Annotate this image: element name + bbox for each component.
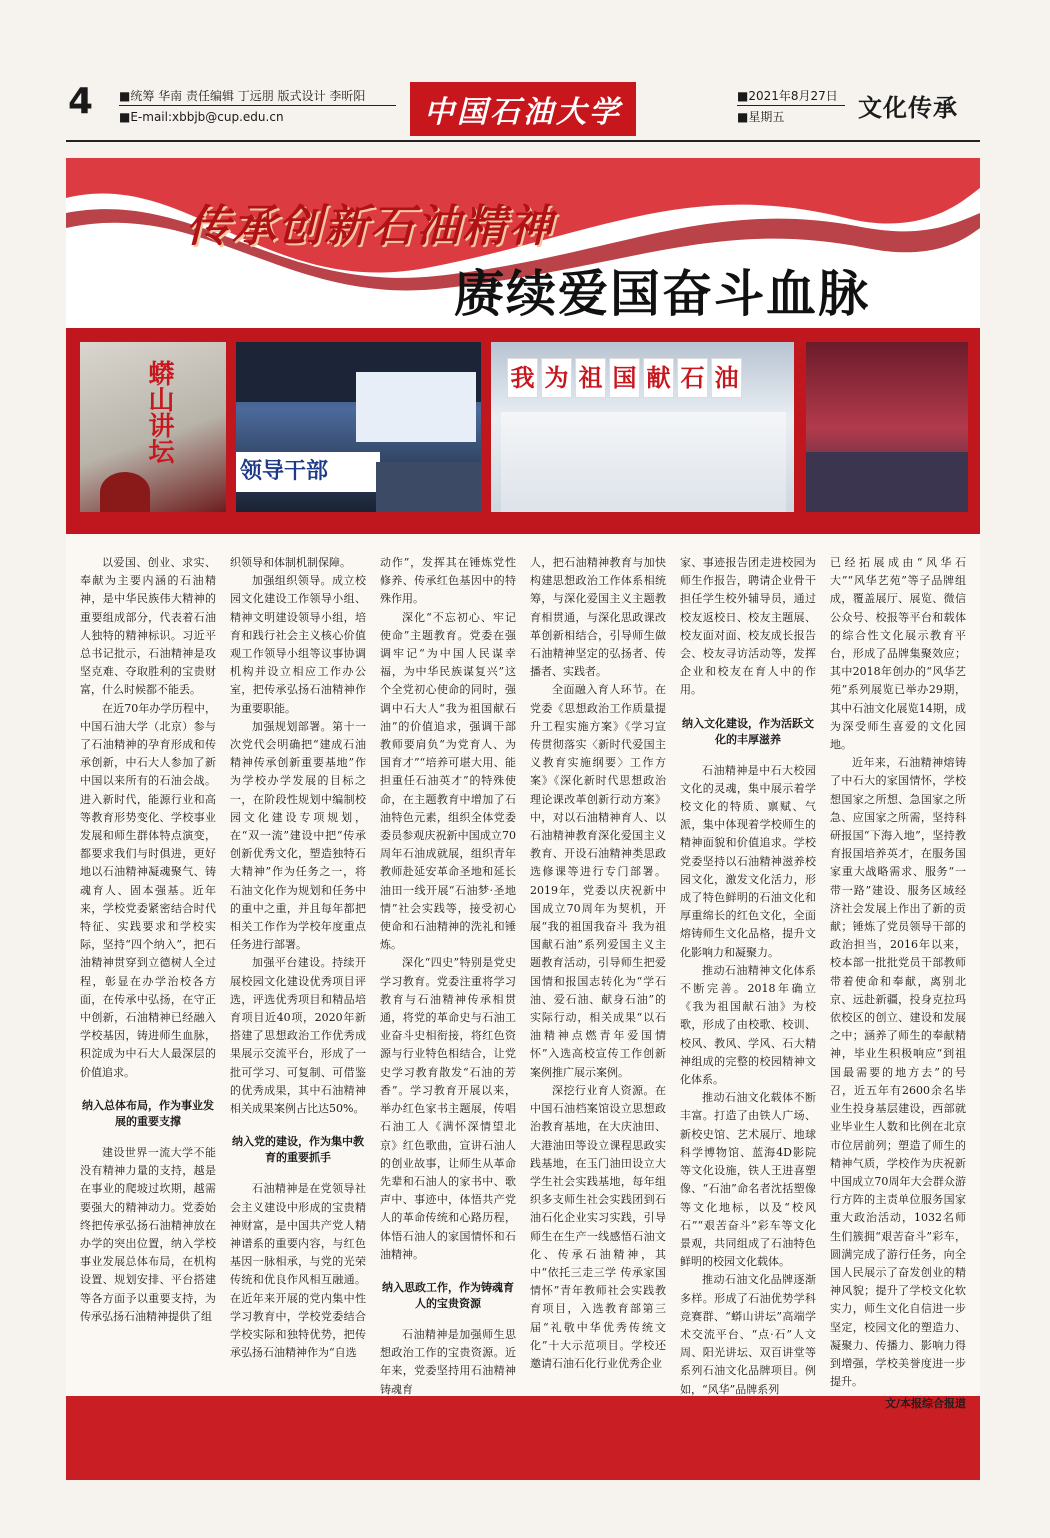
header-divider-right	[737, 105, 845, 106]
projection-screen	[356, 372, 476, 442]
headline-line1: 传承创新石油精神	[186, 201, 554, 252]
article-byline: 文/本报综合报道	[884, 1397, 966, 1411]
photo-performance	[806, 342, 968, 512]
subheading: 纳入文化建设，作为活跃文化的丰厚滋养	[682, 716, 814, 746]
subheading: 纳入思政工作，作为铸魂育人的宝贵资源	[382, 1280, 514, 1310]
header-rule	[66, 140, 980, 142]
feature-frame	[66, 158, 980, 1480]
paragraph: 家、事迹报告团走进校园为师生作报告，聘请企业骨干担任学生校外辅导员，通过校友返校日、校友主题展、校友面对面、校友成长报告会、校友寻访活动等，发挥企业和校友在育人中的作用。	[680, 556, 816, 697]
masthead	[0, 0, 1050, 150]
editor-credits: ■统筹 华南 责任编辑 丁远朋 版式设计 李昕阳	[119, 89, 366, 103]
paragraph: 已经拓展成由“风华石大”“风华艺苑”等子品牌组成，覆盖展厅、展览、微信公众号、校报等平台和载体的综合性文化展示教育平台，形成了品牌集聚效应；其中2018年创办的“风华艺苑”系列展览已举办29期，其中石油文化展览14期，成为深受师生喜爱的文化园地。	[830, 556, 966, 752]
issue-date: ■2021年8月27日	[737, 89, 838, 103]
paragraph: 在近70年办学历程中，中国石油大学（北京）参与了石油精神的孕育形成和传承创新，中石大人参加了新中国以来所有的石油会战。进入新时代，能源行业和高等教育形势变化、学校事业发展和师生群体特点演变，都要求我们与时俱进，更好地以石油精神凝魂聚气、铸魂育人、固本强基。近年来，学校党委紧密结合时代特征、实践要求和学校实际，坚持“四个纳入”，把石油精神贯穿到立德树人全过程，彰显在办学治校各方面，在传承中弘扬，在守正中创新，石油精神已经融入学校基因，铸进师生血脉，积淀成为中石大人最深层的价值追求。	[80, 701, 216, 1079]
article-column-6	[830, 554, 966, 1414]
editor-email: ■E-mail:xbbjb@cup.edu.cn	[119, 110, 284, 124]
newspaper-logo: 中国石油大学	[410, 82, 636, 136]
slogan-char: 献	[643, 358, 674, 398]
paragraph: 加强规划部署。第十一次党代会明确把“建成石油精神传承创新重要基地”作为学校办学发展的目标之一，在阶段性规划中编制校园文化建设专项规划，在“双一流”建设中把“传承创新优秀文化，塑造独特石大精神”作为任务之一，将石油文化作为规划和任务中的重中之重，并且每年都把相关工作作为学校年度重点任务进行部署。	[230, 719, 366, 952]
red-sculpture-shape	[100, 472, 150, 512]
photo-auditorium	[236, 342, 481, 512]
page-number: 4	[68, 81, 94, 122]
paragraph: 深化“不忘初心、牢记使命”主题教育。党委在强调牢记“为中国人民谋幸福，为中华民族谋复兴”这个全党初心使命的同时，强调中石大人“我为祖国献石油”的价值追求，强调干部教师要肩负“为党育人、为国育才”“培养可堪大用、能担重任石油英才”的特殊使命，在主题教育中增加了石油特色元素，组织全体党委委员参观庆祝新中国成立70周年石油成就展，组织青年教师赴延安革命圣地和延长油田一线开展“石油梦·圣地情”社会实践等，接受初心使命和石油精神的洗礼和锤炼。	[380, 610, 516, 952]
paragraph: 石油精神是加强师生思想政治工作的宝贵资源。近年来，党委坚持用石油精神铸魂育	[380, 1327, 516, 1396]
article-column-4	[530, 554, 666, 1373]
headline-line2: 赓续爱国奋斗血脉	[454, 264, 870, 323]
subheading: 纳入总体布局，作为事业发展的重要支撑	[82, 1098, 214, 1128]
slogan-char: 国	[609, 358, 640, 398]
section-name: 文化传承	[858, 94, 958, 122]
paragraph: 加强组织领导。成立校园文化建设工作领导小组、精神文明建设领导小组，培育和践行社会主义核心价值观工作领导小组等议事协调机构并设立相应工作办公室，把传承弘扬石油精神作为重要职能。	[230, 574, 366, 715]
slogan-char: 祖	[575, 358, 606, 398]
paragraph: 全面融入育人环节。在党委《思想政治工作质量提升工程实施方案》《学习宣传贯彻落实〈新时代爱国主义教育实施纲要〉工作方案》《深化新时代思想政治理论课改革创新行动方案》中，对以石油精神育人、以石油精神教育深化爱国主义教育、开设石油精神类思政选修课等进行专门部署。2019年，党委以庆祝新中国成立70周年为契机，开展“我的祖国我奋斗 我为祖国献石油”系列爱国主义主题教育活动，引导师生把爱国情和报国志转化为“学石油、爱石油、献身石油”的实际行动，相关成果“以石油精神点燃青年爱国情怀”入选高校宣传工作创新案例推广展示案例。	[530, 683, 666, 1079]
paragraph: 动作”，发挥其在锤炼党性修养、传承红色基因中的特殊作用。	[380, 556, 516, 606]
paragraph: 建设世界一流大学不能没有精神力量的支持，越是在事业的爬坡过坎期，越需要强大的精神动力。党委始终把传承弘扬石油精神放在办学的突出位置，纳入学校事业发展总体布局，在机构设置、规划安排、平台搭建等各方面予以重要支持，为传承弘扬石油精神提供了组	[80, 1145, 216, 1323]
slogan-char: 我	[507, 358, 538, 398]
paragraph: 石油精神是中石大校园文化的灵魂，集中展示着学校文化的特质、禀赋、气派，集中体现着学校师生的精神面貌和价值追求。学校党委坚持以石油精神滋养校园文化，激发文化活力，形成了特色鲜明的石油文化和厚重绵长的红色文化，全面熔铸师生文化品格，提升文化影响力和凝聚力。	[680, 763, 816, 959]
paragraph: 推动石油文化品牌逐渐多样。形成了石油优势学科竞赛群、“蟒山讲坛”高端学术交流平台、“点·石”人文周、阳光讲坛、双百讲堂等系列石油文化品牌项目。例如，“风华”品牌系列	[680, 1273, 816, 1396]
title-banner	[66, 158, 980, 328]
article-columns	[80, 554, 966, 1411]
paragraph: 人，把石油精神教育与加快构建思想政治工作体系相统筹，与深化爱国主义主题教育相贯通，与深化思政课改革创新相结合，引导师生做石油精神坚定的弘扬者、传播者、实践者。	[530, 556, 666, 679]
article-column-1	[80, 554, 216, 1326]
paragraph: 深化“四史”特别是党史学习教育。党委注重将学习教育与石油精神传承相贯通，将党的革命史与石油工业奋斗史相衔接，将红色资源与行业特色相结合，让党史学习教育散发“石油的芳香”。学习教育开展以来，举办红色家书主题展，传唱石油工人《满怀深情望北京》红色歌曲，宣讲石油人的创业故事，让师生从革命先辈和石油人的家书中、歌声中、事迹中，体悟共产党人的革命传统和心路历程，体悟石油人的家国情怀和石油精神。	[380, 956, 516, 1261]
article-column-2	[230, 554, 366, 1362]
paragraph: 以爱国、创业、求实、奉献为主要内涵的石油精神，是中华民族伟大精神的重要组成部分，代表着石油人独特的精神标识。习近平总书记批示，石油精神是攻坚克难、夺取胜利的宝贵财富，什么时候都不能丢。	[80, 556, 216, 697]
slogan-char: 为	[541, 358, 572, 398]
banner-screen-text: 领导干部	[236, 452, 380, 492]
slogan-char: 石	[677, 358, 708, 398]
stage-floor	[806, 452, 968, 512]
photo-lecture-stage	[80, 342, 226, 512]
paragraph: 石油精神是在党领导社会主义建设中形成的宝贵精神财富，是中国共产党人精神谱系的重要内容，与红色基因一脉相承，与党的光荣传统和优良作风相互融通。在近年来开展的党内集中性学习教育中，学校党委结合学校实际和独特优势，把传承弘扬石油精神作为“自选	[230, 1182, 366, 1360]
article-column-5	[680, 554, 816, 1399]
paragraph: 近年来，石油精神熔铸了中石大的家国情怀，学校想国家之所想、急国家之所急、应国家之所需，坚持科研报国“下海入地”，坚持教育报国培养英才，在服务国家重大战略需求、服务“一带一路”建设、服务区域经济社会发展上作出了新的贡献；锤炼了党员领导干部的政治担当，2016年以来，校本部一批批党员干部教师带着使命和奉献，离别北京、远赴新疆，投身克拉玛依校区的创立、建设和发展之中；涵养了师生的奉献精神，毕业生积极响应“到祖国最需要的地方去”的号召，近五年有2600余名毕业生投身基层建设，西部就业毕业生人数和比例在北京市位居前列；塑造了师生的精神气质，学校作为庆祝新中国成立70周年大会群众游行方阵的主责单位服务国家重大政治活动，1032名师生们簇拥“艰苦奋斗”彩车，圆满完成了游行任务，向全国人民展示了奋发创业的精神风貌；提升了学校文化软实力，师生文化自信进一步坚定，校园文化的塑造力、凝聚力、传播力、影响力得到增强，学校美誉度进一步提升。	[830, 756, 966, 1389]
audience-seats	[376, 462, 481, 512]
slogan-char: 油	[711, 358, 742, 398]
article-column-3	[380, 554, 516, 1399]
paragraph: 推动石油文化载体不断丰富。打造了由铁人广场、新校史馆、艺术展厅、地球科学博物馆、蓝海4D影院等文化设施，铁人王进喜塑像、“石油”命名者沈括塑像等文化地标，以及“校风石”“艰苦奋斗”彩车等文化景观，共同组成了石油特色鲜明的校园文化载体。	[680, 1091, 816, 1269]
issue-weekday: ■星期五	[737, 110, 785, 124]
subheading: 纳入党的建设，作为集中教育的重要抓手	[232, 1135, 364, 1165]
header-divider-left	[119, 105, 396, 106]
paragraph: 织领导和体制机制保障。	[230, 556, 351, 569]
paragraph: 推动石油精神文化体系不断完善。2018年确立《我为祖国献石油》为校歌，形成了由校歌、校训、校风、教风、学风、石大精神组成的完整的校园精神文化体系。	[680, 963, 816, 1087]
paragraph: 深挖行业育人资源。在中国石油档案馆设立思想政治教育基地，在大庆油田、大港油田等设立课程思政实践基地，在玉门油田设立大学生社会实践基地，每年组织多支师生社会实践团到石油石化企业实习实践，引导师生在生产一线感悟石油文化、传承石油精神，其中“依托三走三学 传承家国情怀”青年教师社会实践教育项目，入选教育部第三届“礼敬中华优秀传统文化”十大示范项目。学校还邀请石油石化行业优秀企业	[530, 1083, 666, 1370]
slogan-cards	[507, 358, 777, 398]
photo-slogan-team	[491, 342, 794, 512]
photo-stage-lettering: 蟒山讲坛	[144, 360, 174, 464]
people-white-coats	[501, 412, 786, 512]
paragraph: 加强平台建设。持续开展校园文化建设优秀项目评选，评选优秀项目和精品培育项目近40项，2020年新搭建了思想政治工作优秀成果展示交流平台，形成了一批可学习、可复制、可借鉴的优秀成果，其中石油精神相关成果案例占比达50%。	[230, 956, 366, 1116]
